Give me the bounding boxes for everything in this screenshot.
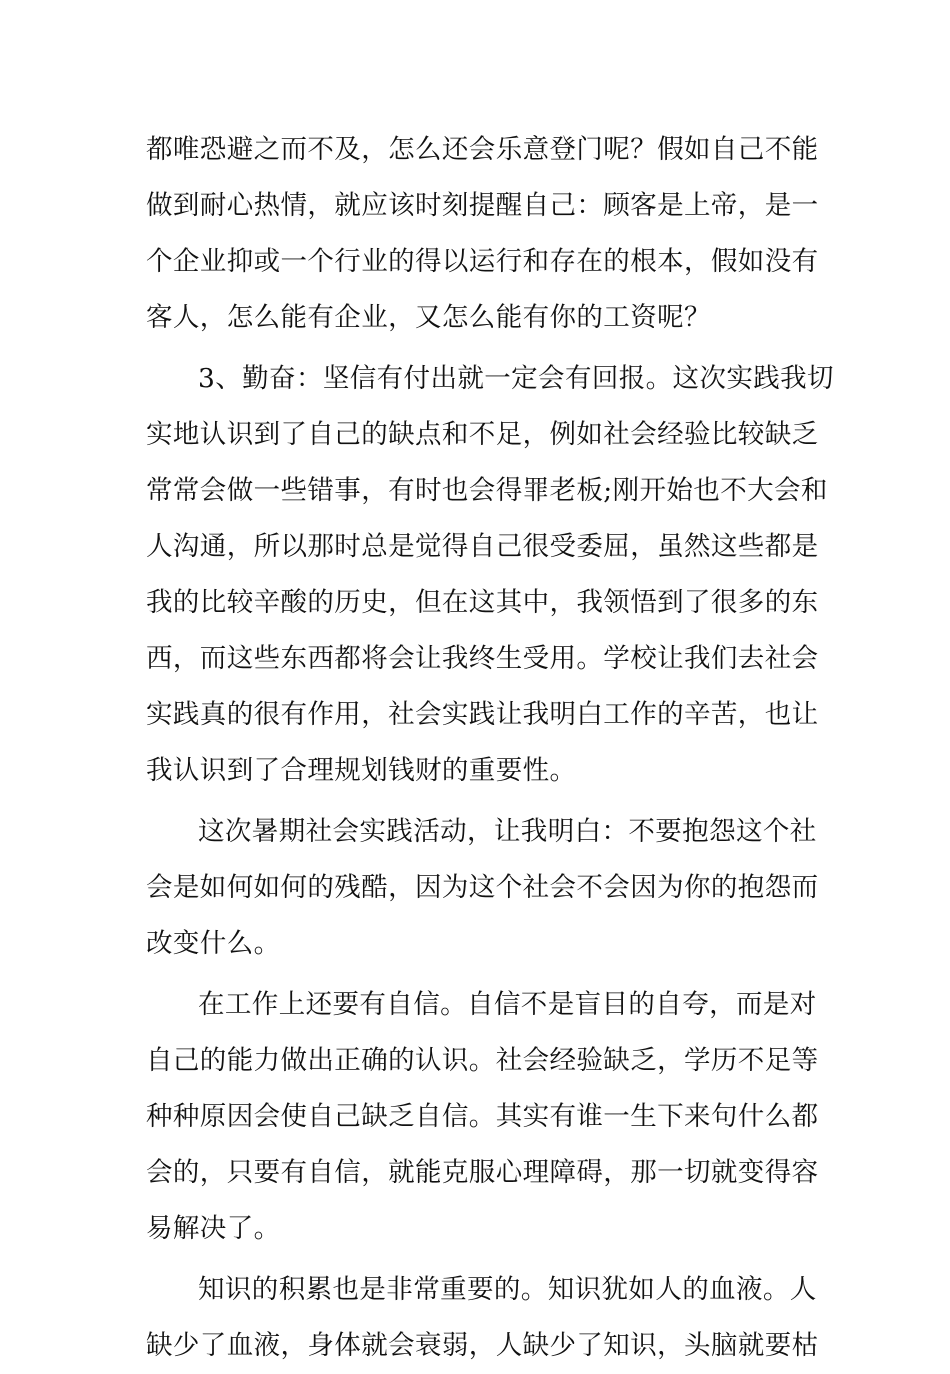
text-line: 人沟通，所以那时总是觉得自己很受委屈，虽然这些都是 — [146, 531, 819, 562]
text-line: 改变什么。 — [146, 928, 281, 959]
text-line: 西，而这些东西都将会让我终生受用。学校让我们去社会 — [146, 643, 819, 674]
text-line: 会的，只要有自信，就能克服心理障碍，那一切就变得容 — [146, 1157, 819, 1188]
text-line: 个企业抑或一个行业的得以运行和存在的根本，假如没有 — [146, 246, 819, 277]
paragraph-first-line: 这次暑期社会实践活动，让我明白：不要抱怨这个社 — [198, 816, 817, 847]
paragraph-first-line: 在工作上还要有自信。自信不是盲目的自夸，而是对 — [198, 989, 817, 1020]
text-line: 实践真的很有作用，社会实践让我明白工作的辛苦，也让 — [146, 699, 819, 730]
text-line: 种种原因会使自己缺乏自信。其实有谁一生下来句什么都 — [146, 1101, 819, 1132]
text-line: 做到耐心热情，就应该时刻提醒自己：顾客是上帝，是一 — [146, 190, 819, 221]
text-line: 自己的能力做出正确的认识。社会经验缺乏，学历不足等 — [146, 1045, 819, 1076]
text-line: 我认识到了合理规划钱财的重要性。 — [146, 755, 577, 786]
paragraph-first-line: 3、勤奋：坚信有付出就一定会有回报。这次实践我切 — [198, 363, 834, 394]
paragraph-first-line: 知识的积累也是非常重要的。知识犹如人的血液。人 — [198, 1274, 817, 1305]
text-line: 常常会做一些错事，有时也会得罪老板;刚开始也不大会和 — [146, 475, 828, 506]
text-line: 缺少了血液，身体就会衰弱，人缺少了知识，头脑就要枯 — [146, 1330, 819, 1361]
text-line: 易解决了。 — [146, 1213, 281, 1244]
text-line: 我的比较辛酸的历史，但在这其中，我领悟到了很多的东 — [146, 587, 819, 618]
text-line: 会是如何如何的残酷，因为这个社会不会因为你的抱怨而 — [146, 872, 819, 903]
text-line: 实地认识到了自己的缺点和不足，例如社会经验比较缺乏 — [146, 419, 819, 450]
text-line: 都唯恐避之而不及，怎么还会乐意登门呢？假如自己不能 — [146, 134, 819, 165]
text-line: 客人，怎么能有企业，又怎么能有你的工资呢？ — [146, 302, 711, 333]
